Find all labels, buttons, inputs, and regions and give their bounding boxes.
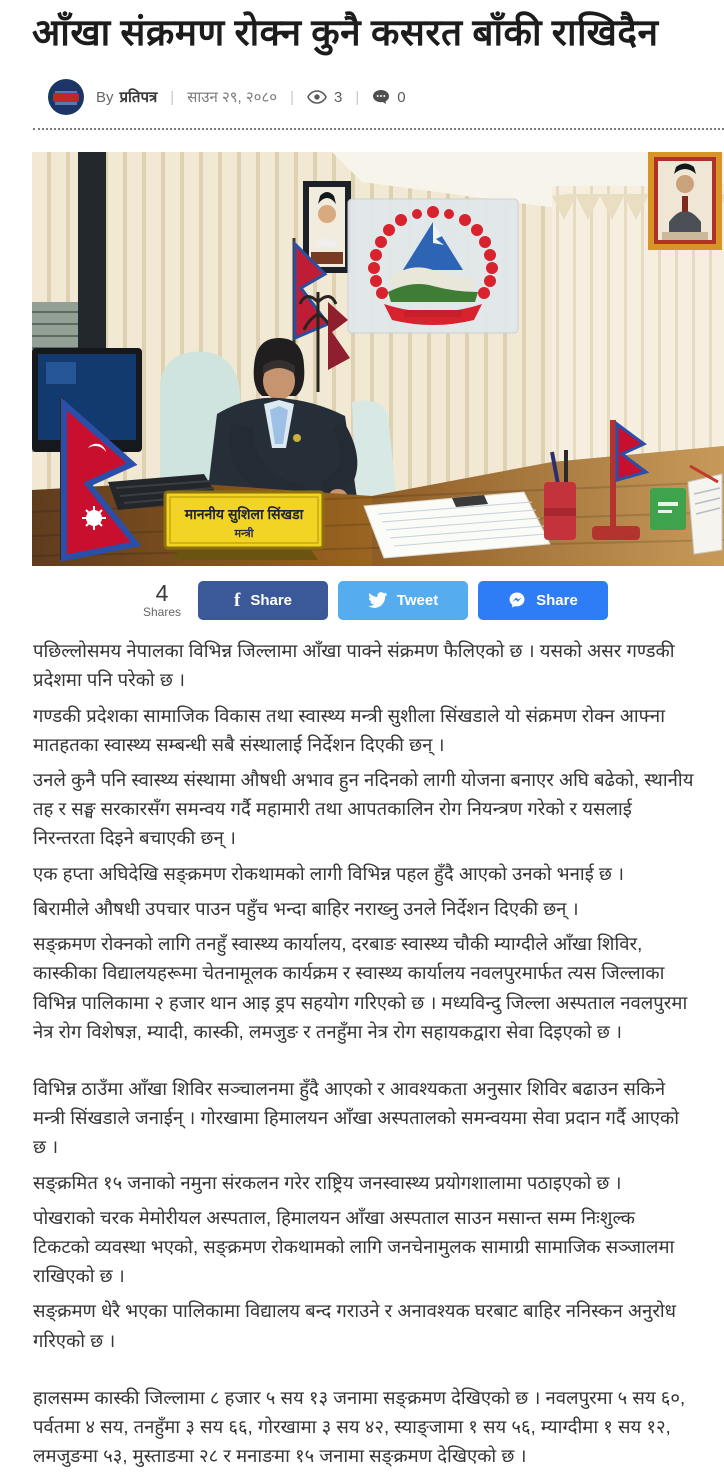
twitter-tweet-button[interactable] bbox=[338, 581, 468, 620]
comment-icon bbox=[372, 89, 390, 105]
byline bbox=[48, 78, 724, 116]
facebook-share-label: Share bbox=[250, 591, 293, 609]
comments-stat[interactable] bbox=[372, 89, 405, 106]
desk-nameplate bbox=[165, 492, 323, 560]
messenger-icon bbox=[508, 591, 526, 609]
paragraph: सङ्क्रमित १५ जनाको नमुना संरकलन गरेर राष्ट्रिय जनस्वास्थ्य प्रयोगशालामा पठाइएको छ । bbox=[33, 1171, 622, 1193]
author-link[interactable]: प्रतिपत्र bbox=[119, 89, 158, 107]
paragraph: बिरामीले औषधी उपचार पाउन पहुँच भन्दा बाहिर नराख्नु उनले निर्देशन दिएकी छन् । bbox=[33, 897, 579, 919]
eye-icon bbox=[307, 90, 327, 104]
views-stat bbox=[307, 89, 342, 106]
paragraph: पोखराको चरक मेमोरीयल अस्पताल, हिमालयन आँखा अस्पताल साउन मसान्त सम्म निःशुल्क टिकटको व्यवस्था भएको, सङ्क्रमण रोकथामको लागि जनचेनामुलक सामाग्री सामाजिक सञ्जालमा राखिएको छ । bbox=[33, 1206, 675, 1287]
nepal-emblem-panel bbox=[348, 199, 518, 333]
paragraph: सङ्क्रमण धेरै भएका पालिकामा विद्यालय बन्द गराउने र अनावश्यक घरबाट बाहिर ननिस्कन अनुरोध गरिएको छ । bbox=[33, 1300, 677, 1351]
paragraph: पछिल्लोसमय नेपालका विभिन्न जिल्लामा आँखा पाक्ने संक्रमण फैलिएको छ । यसको असर गण्डकी प्रदेशमा पनि परेको छ । bbox=[33, 640, 675, 691]
views-count: 3 bbox=[333, 88, 343, 106]
comments-count: 0 bbox=[397, 88, 406, 106]
avatar[interactable] bbox=[48, 79, 84, 115]
by-label: By bbox=[96, 88, 114, 106]
byline-divider: | bbox=[355, 88, 360, 106]
featured-photo bbox=[32, 152, 724, 566]
share-bar bbox=[138, 578, 724, 622]
share-count bbox=[138, 579, 186, 619]
twitter-tweet-label: Tweet bbox=[396, 591, 439, 609]
byline-divider: | bbox=[170, 88, 175, 106]
facebook-icon: f bbox=[233, 589, 241, 611]
byline-divider: | bbox=[290, 88, 294, 106]
paragraph: उनले कुनै पनि स्वास्थ्य संस्थामा औषधी अभाव हुन नदिनको लागी योजना बनाएर अघि बढेको, स्थानीय तह र सङ्घ सरकारसँग समन्वय गर्दै महामारी तथा आपतकालिन रोग नियन्त्रण गरेको र यसलाई निरन्तरता दिइने बचाएकी छन् । bbox=[33, 768, 694, 849]
nameplate-title: मन्त्री bbox=[234, 528, 254, 541]
green-box bbox=[650, 488, 686, 530]
twitter-icon bbox=[368, 592, 387, 608]
share-count-label: Shares bbox=[142, 604, 182, 619]
messenger-share-label: Share bbox=[536, 591, 578, 609]
share-count-number: 4 bbox=[155, 579, 169, 606]
messenger-share-button[interactable] bbox=[478, 581, 608, 620]
paragraph: सङ्क्रमण रोक्नको लागि तनहुँ स्वास्थ्य कार्यालय, दरबाङ स्वास्थ्य चौकी म्याग्दीले आँखा शिविर, कास्कीका विद्यालयहरूमा चेतनामूलक कार्यक्रम र स्वास्थ्य कार्यालय नवलपुरमार्फत त्यस जिल्लाका विभिन्न पालिकामा २ हजार थान आइ ड्रप सहयोग गरिएको छ । मध्यविन्दु जिल्ला अस्पताल नवलपुरमा नेत्र रोग विशेषज्ञ, म्यादी, कास्की, लमजुङ र तनहुँमा नेत्र रोग सहायकद्वारा सेवा दिइएको छ । bbox=[33, 933, 688, 1042]
paragraph: गण्डकी प्रदेशका सामाजिक विकास तथा स्वास्थ्य मन्त्री सुशीला सिंखडाले यो संक्रमण रोक्न आफ्ना मातहतका स्वास्थ्य सम्बन्धी सबै संस्थालाई निर्देशन दिएकी छन् । bbox=[33, 704, 665, 755]
office-photo-illustration bbox=[32, 152, 724, 566]
page-title: आँखा संक्रमण रोक्न कुनै कसरत बाँकी राखिदैन bbox=[32, 13, 659, 54]
nameplate-name: माननीय सुशिला सिंखडा bbox=[184, 506, 304, 523]
paragraph: हालसम्म कास्की जिल्लामा ८ हजार ५ सय १३ जनामा सङ्क्रमण देखिएको छ । नवलपुरमा ५ सय ६०, पर्वतमा ४ सय, तनहुँमा ३ सय ६६, गोरखामा ३ सय ४२, स्याङ्जामा १ सय ५६, म्याग्दीमा १ सय १२, लमजुङमा ५३, मुस्ताङमा २८ र मनाङमा १५ जनामा सङ्क्रमण देखिएको छ । bbox=[33, 1386, 686, 1467]
paragraph: विभिन्न ठाउँमा आँखा शिविर सञ्चालनमा हुँदै आएको र आवश्यकता अनुसार शिविर बढाउन सकिने मन्त्री सिंखडाले जनाईन् । गोरखामा हिमालयन आँखा अस्पतालको समन्वयमा सेवा प्रदान गर्दै आएको छ । bbox=[33, 1077, 680, 1158]
publish-date: साउन २९, २०८० bbox=[187, 89, 278, 107]
paragraph: एक हप्ता अघिदेखि सङ्क्रमण रोकथामको लागी विभिन्न पहल हुँदै आएको उनको भनाई छ । bbox=[33, 862, 625, 884]
article-body bbox=[33, 636, 694, 1470]
publisher-logo-icon bbox=[53, 93, 79, 102]
wall-portrait-gold-frame bbox=[648, 152, 722, 250]
divider bbox=[33, 128, 724, 130]
facebook-share-button[interactable] bbox=[198, 581, 328, 620]
